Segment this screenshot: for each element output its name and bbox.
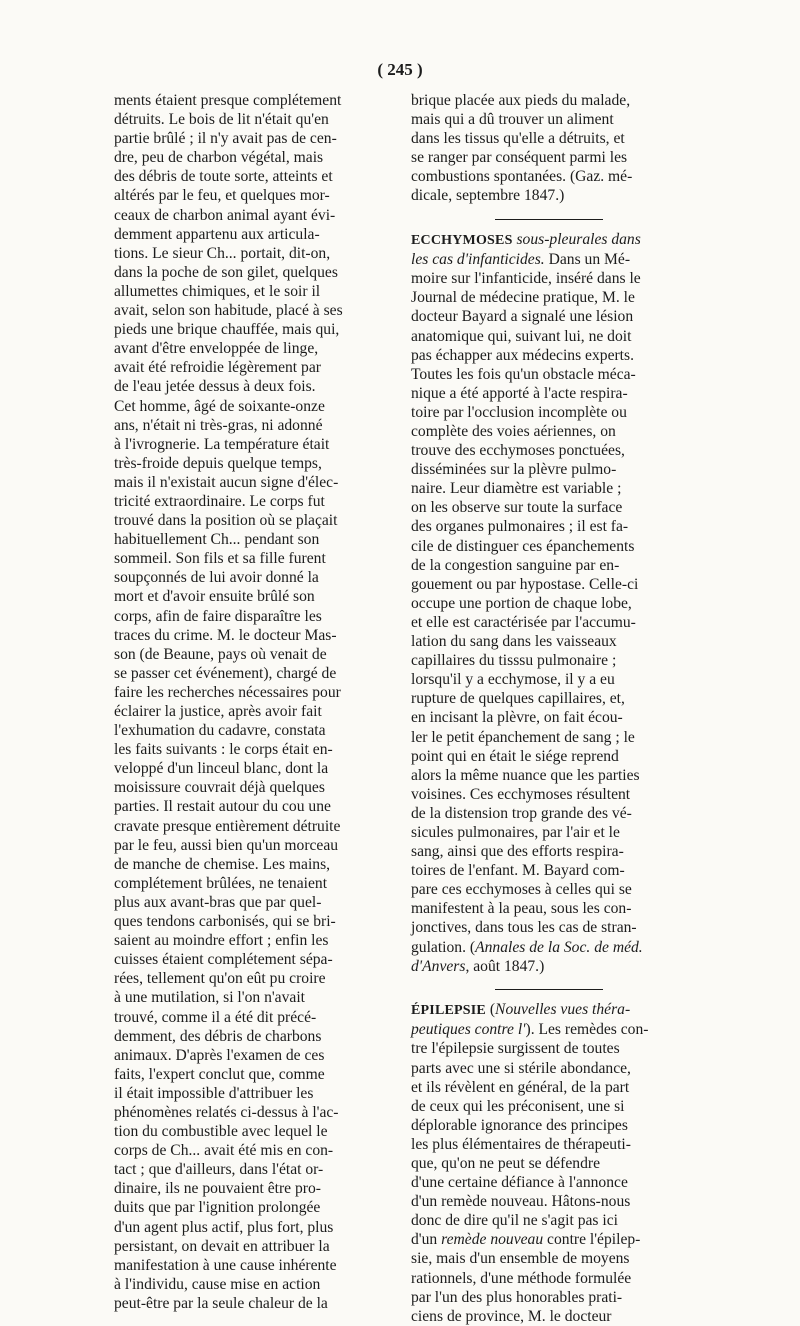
text-line: les faits suivants : le corps était en- <box>114 741 333 759</box>
text-line: tre l'épilepsie surgissent de toutes <box>411 1040 620 1058</box>
text-line <box>411 1020 687 1039</box>
text-line: gouement ou par hypostase. Celle-ci <box>411 575 639 593</box>
text-line: demment, des débris de charbons <box>114 1027 322 1045</box>
text-line: voisines. Ces ecchymoses résultent <box>411 785 631 803</box>
text-line: complète des voies aériennes, on <box>411 423 616 440</box>
page-number: ( 245 ) <box>377 60 423 79</box>
text-line: rationnels, d'une méthode formulée <box>411 1269 632 1287</box>
text-line: faits, l'expert conclut que, comme <box>114 1065 325 1083</box>
text-line: naire. Leur diamètre est variable ; <box>411 480 622 498</box>
text-line: cuisses étaient complétement sépa- <box>114 951 333 969</box>
text-line: capillaires du tisssu pulmonaire ; <box>411 652 617 670</box>
text-line: sommeil. Son fils et sa fille furent <box>114 550 326 568</box>
text-line: d'un agent plus actif, plus fort, plus <box>114 1218 334 1236</box>
text-line: disséminées sur la plèvre pulmo- <box>411 461 617 479</box>
text-line: tact ; que d'ailleurs, dans l'état or- <box>114 1161 324 1179</box>
text-line: trouvé dans la position où se plaçait <box>114 512 338 530</box>
text-line: Journal de médecine pratique, M. le <box>411 289 635 307</box>
text-line: tions. Le sieur Ch... portait, dit-on, <box>114 244 331 262</box>
section-body <box>411 1039 687 1230</box>
text-line: phénomènes relatés ci-dessus à l'ac- <box>114 1103 339 1121</box>
text-line: plus aux avant-bras que par quel- <box>114 893 322 911</box>
text-line: rupture de quelques capillaires, et, <box>411 690 625 708</box>
text-line: pare ces ecchymoses à celles qui se <box>411 881 632 899</box>
citation-source: Annales de la Soc. de méd. <box>475 938 643 956</box>
text-line: point qui en était le siége reprend <box>411 747 619 765</box>
text-line: les plus élémentaires de thérapeuti- <box>411 1135 631 1153</box>
text-line: se ranger par conséquent parmi les <box>411 149 628 167</box>
citation-line <box>411 957 687 976</box>
text-line: soupçonnés de lui avoir donné la <box>114 569 319 587</box>
text-line: d'une certaine défiance à l'annonce <box>411 1174 628 1192</box>
text-line: Cet homme, âgé de soixante-onze <box>114 397 325 415</box>
text-line: donc de dire qu'il ne s'agit pas ici <box>411 1212 618 1230</box>
text-line: à l'ivrognerie. La température était <box>114 435 330 453</box>
section-body-tail <box>411 1249 687 1325</box>
text-line: ans, n'était ni très-gras, ni adonné <box>114 416 323 434</box>
text-line: de ceux qui les préconisent, une si <box>411 1097 625 1115</box>
text-line: manifestation à une cause inhérente <box>114 1256 337 1274</box>
section-divider <box>495 989 603 991</box>
text-line: persistant, on devait en attribuer la <box>114 1237 330 1255</box>
text-line: et elle est caractérisée par l'accumu- <box>411 613 636 631</box>
text-line: mais il n'existait aucun signe d'élec- <box>114 473 339 491</box>
text-line: déplorable ignorance des principes <box>411 1116 628 1134</box>
text-line: pas échapper aux médecins experts. <box>411 346 634 364</box>
text-line: lorsqu'il y a ecchymose, il y a eu <box>411 671 615 689</box>
text-line: occupe une portion de chaque lobe, <box>411 594 632 612</box>
text-line: ments étaient presque complétement <box>114 92 342 109</box>
text-line: anatomique qui, suivant lui, ne doit <box>411 327 632 345</box>
citation-prefix: gulation. ( <box>411 938 476 956</box>
text-line: mais qui a dû trouver un aliment <box>411 111 614 129</box>
text-line: avait, selon son habitude, placé à ses <box>114 302 343 320</box>
text-line: docteur Bayard a signalé une lésion <box>411 308 634 326</box>
text-line: ler le petit épanchement de sang ; le <box>411 728 635 746</box>
text-line: jonctives, dans tous les cas de stran- <box>411 919 637 937</box>
section-ecchymoses <box>411 230 687 976</box>
text-line: de la distension trop grande des vé- <box>411 804 632 822</box>
text-line: dans la poche de son gilet, quelques <box>114 263 338 281</box>
text-line: son (de Beaune, pays où venait de <box>114 645 327 663</box>
text-line: l'exhumation du cadavre, constata <box>114 722 326 740</box>
text-line: sang, ainsi que des efforts respira- <box>411 843 624 861</box>
text-line: que, qu'on ne peut se défendre <box>411 1154 600 1172</box>
text-line: trouvé, comme il a été dit précé- <box>114 1008 317 1026</box>
text-line: avait été refroidie légèrement par <box>114 359 321 377</box>
text-line: on les observe sur toute la surface <box>411 499 623 517</box>
text-line: partie brûlé ; il n'y avait pas de cen- <box>114 130 337 148</box>
text-line: ques tendons carbonisés, qui se bri- <box>114 913 336 931</box>
text-line: animaux. D'après l'examen de ces <box>114 1046 325 1064</box>
section-divider <box>495 219 603 221</box>
citation-line <box>411 938 687 957</box>
text-line: veloppé d'un linceul blanc, dont la <box>114 760 329 778</box>
heading-subtitle: sous-pleurales dans <box>512 231 641 249</box>
text-line <box>411 1230 687 1249</box>
text-line: Toutes les fois qu'un obstacle méca- <box>411 365 636 383</box>
heading-subtitle-cont: les cas d'infanticides. <box>411 251 545 269</box>
text-line: par le feu, aussi bien qu'un morceau <box>114 836 339 854</box>
text-line: pieds une brique chauffée, mais qui, <box>114 321 340 339</box>
section-body <box>411 269 687 937</box>
text-fragment: Dans un Mé- <box>544 251 631 269</box>
section-epilepsie <box>411 1000 687 1326</box>
text-line <box>411 250 687 269</box>
text-line: moire sur l'infanticide, inséré dans le <box>411 270 641 288</box>
paren: ( <box>485 1001 496 1019</box>
emphasis: remède nouveau <box>441 1231 544 1249</box>
text-line: il était impossible d'attribuer les <box>114 1084 314 1102</box>
text-line: détruits. Le bois de lit n'était qu'en <box>114 111 329 129</box>
text-line: cravate presque entièrement détruite <box>114 817 341 835</box>
text-fragment: contre l'épilep- <box>543 1231 641 1249</box>
text-line: lation du sang dans les vaisseaux <box>411 633 617 651</box>
text-line: ceaux de charbon animal ayant évi- <box>114 206 336 224</box>
text-line: des débris de toute sorte, atteints et <box>114 168 333 186</box>
text-line: duits que par l'ignition prolongée <box>114 1199 321 1217</box>
text-line: d'un remède nouveau. Hâtons-nous <box>411 1193 631 1211</box>
section-heading: ECCHYMOSES <box>411 233 513 249</box>
heading-subtitle: Nouvelles vues théra- <box>495 1001 631 1019</box>
text-line: complétement brûlées, ne tenaient <box>114 874 328 892</box>
text-line: altérés par le feu, et quelques mor- <box>114 187 330 205</box>
text-line: de manche de chemise. Les mains, <box>114 855 331 873</box>
text-line: de la congestion sanguine par en- <box>411 556 620 574</box>
text-line: moisissure couvrait déjà quelques <box>114 779 325 797</box>
text-line: très-froide depuis quelque temps, <box>114 454 322 472</box>
text-line: sicules pulmonaires, par l'air et le <box>411 823 620 841</box>
text-line: tricité extraordinaire. Le corps fut <box>114 492 325 510</box>
text-line: sie, mais d'un ensemble de moyens <box>411 1250 630 1268</box>
text-line: et ils révèlent en général, de la part <box>411 1078 630 1096</box>
text-line: dicale, septembre 1847.) <box>411 187 565 205</box>
text-fragment: ). Les remèdes con- <box>525 1021 649 1039</box>
text-line: par l'un des plus honorables prati- <box>411 1288 623 1306</box>
text-line: toires de l'enfant. M. Bayard com- <box>411 862 625 880</box>
text-line: nique a été apporté à l'acte respira- <box>411 384 628 402</box>
heading-subtitle-cont: peutiques contre l' <box>411 1021 526 1039</box>
text-line: des organes pulmonaires ; il est fa- <box>411 518 629 536</box>
text-line: mort et d'avoir ensuite brûlé son <box>114 588 315 606</box>
text-line: rées, tellement qu'on eût pu croire <box>114 970 326 988</box>
text-line: faire les recherches nécessaires pour <box>114 683 341 701</box>
text-line: à une mutilation, si l'on n'avait <box>114 989 305 1007</box>
section-heading-line <box>411 1000 687 1020</box>
text-line: en incisant la plèvre, on fait écou- <box>411 709 623 727</box>
citation-date: , août 1847.) <box>465 957 545 975</box>
left-column <box>114 91 390 1313</box>
text-line: dre, peu de charbon végétal, mais <box>114 149 324 167</box>
text-line: saient au moindre effort ; enfin les <box>114 932 329 950</box>
citation-source-cont: d'Anvers <box>411 957 466 975</box>
text-line: de l'eau jetée dessus à deux fois. <box>114 378 316 396</box>
text-line: avant d'être enveloppée de linge, <box>114 340 319 358</box>
text-line: peut-être par la seule chaleur de la <box>114 1294 328 1312</box>
section-heading: ÉPILEPSIE <box>411 1003 486 1019</box>
text-line: à l'individu, cause mise en action <box>114 1275 321 1293</box>
text-line: manifestent à la peau, sous les con- <box>411 900 632 918</box>
text-line: corps de Ch... avait été mis en con- <box>114 1142 334 1160</box>
text-line: habituellement Ch... pendant son <box>114 531 320 549</box>
text-line: combustions spontanées. (Gaz. mé- <box>411 168 633 186</box>
text-line: corps, afin de faire disparaître les <box>114 607 322 625</box>
text-line: traces du crime. M. le docteur Mas- <box>114 626 337 644</box>
text-line: dans les tissus qu'elle a détruits, et <box>411 130 625 148</box>
text-line: éclairer la justice, après avoir fait <box>114 703 322 720</box>
text-fragment: d'un <box>411 1231 442 1249</box>
right-column <box>411 91 687 1326</box>
text-line: alors la même nuance que les parties <box>411 766 640 784</box>
text-line: brique placée aux pieds du malade, <box>411 92 631 109</box>
section-heading-line <box>411 230 687 250</box>
text-line: parts avec une si stérile abondance, <box>411 1059 631 1077</box>
text-line: tion du combustible avec lequel le <box>114 1123 328 1141</box>
text-line: dinaire, ils ne pouvaient être pro- <box>114 1180 321 1198</box>
intro-text <box>411 91 687 206</box>
text-line: parties. Il restait autour du cou une <box>114 798 331 816</box>
text-line: demment appartenu aux articula- <box>114 225 320 243</box>
text-line: toire par l'occlusion incomplète ou <box>411 403 627 421</box>
text-line: se passer cet événement), chargé de <box>114 664 337 682</box>
text-line: cile de distinguer ces épanchements <box>411 537 635 555</box>
text-line: allumettes chimiques, et le soir il <box>114 282 321 300</box>
text-line: trouve des ecchymoses ponctuées, <box>411 442 625 460</box>
text-line: ciens de province, M. le docteur <box>411 1307 612 1325</box>
